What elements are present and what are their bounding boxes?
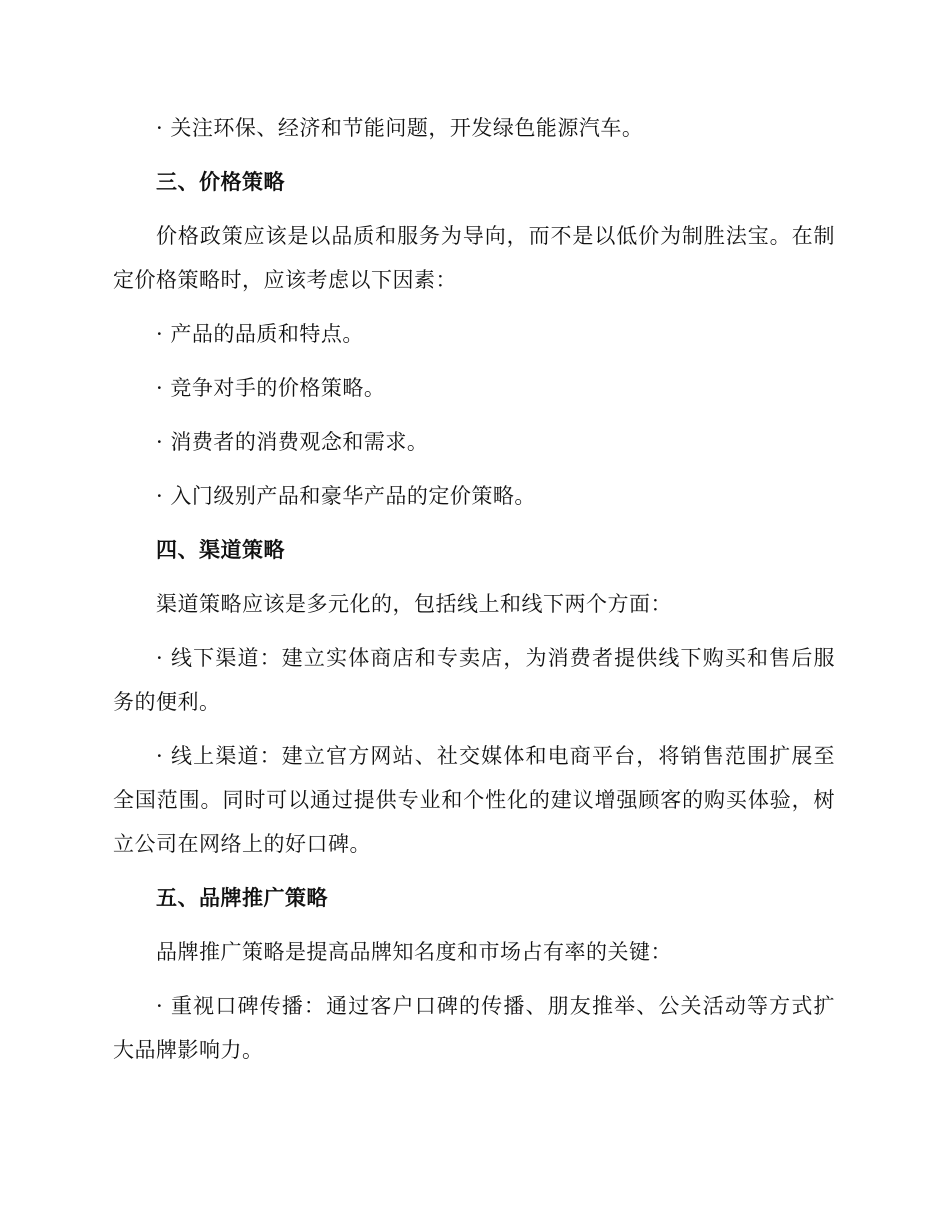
spacer [113,302,835,312]
paragraph-price-policy: 价格政策应该是以品质和服务为导向，而不是以低价为制胜法宝。在制定价格策略时，应该考虑以下因素： [113,224,835,292]
bullet-word-of-mouth: · 重视口碑传播：通过客户口碑的传播、朋友推举、公关活动等方式扩大品牌影响力。 [113,994,835,1062]
spacer [113,920,835,930]
bullet-green-energy: · 关注环保、经济和节能问题，开发绿色能源汽车。 [156,116,644,140]
spacer [113,410,835,420]
bullet-competitor-price: · 竞争对手的价格策略。 [156,376,386,400]
spacer [113,724,835,734]
heading-channel-strategy: 四、渠道策略 [156,538,285,562]
heading-price-strategy: 三、价格策略 [156,170,285,194]
spacer [113,518,835,528]
bullet-online-channel: · 线上渠道：建立官方网站、社交媒体和电商平台，将销售范围扩展至全国范围。同时可以通过提供专业和个性化的建议增强顾客的购买体验，树立公司在网络上的好口碑。 [113,744,835,856]
spacer [113,626,835,636]
bullet-consumer-needs: · 消费者的消费观念和需求。 [156,430,429,454]
spacer [113,356,835,366]
heading-brand-strategy: 五、品牌推广策略 [156,886,328,910]
spacer [113,464,835,474]
bullet-offline-channel: · 线下渠道：建立实体商店和专卖店，为消费者提供线下购买和售后服务的便利。 [113,646,835,714]
spacer [113,866,835,876]
bullet-quality: · 产品的品质和特点。 [156,322,364,346]
paragraph-brand-intro: 品牌推广策略是提高品牌知名度和市场占有率的关键： [156,940,672,964]
spacer [113,974,835,984]
paragraph-channel-intro: 渠道策略应该是多元化的，包括线上和线下两个方面： [156,592,672,616]
document-body [113,106,835,1072]
bullet-entry-luxury-pricing: · 入门级别产品和豪华产品的定价策略。 [156,484,536,508]
spacer [113,572,835,582]
spacer [113,204,835,214]
spacer [113,150,835,160]
